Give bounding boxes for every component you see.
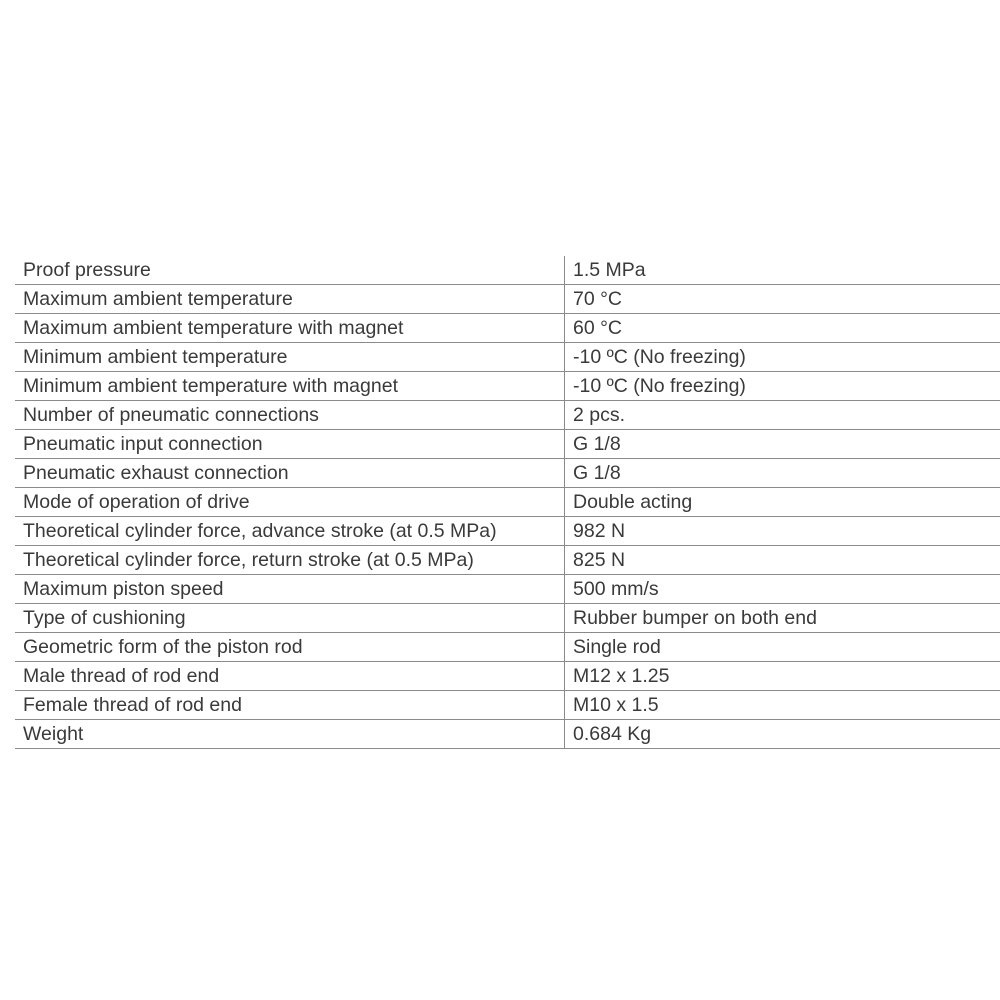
spec-row [15,662,1000,691]
spec-table [15,256,1000,749]
spec-label: Weight [15,720,565,749]
spec-row [15,372,1000,401]
spec-value: -10 ºC (No freezing) [565,372,1000,401]
spec-row [15,517,1000,546]
spec-value: 500 mm/s [565,575,1000,604]
spec-value: 982 N [565,517,1000,546]
spec-row [15,546,1000,575]
spec-row [15,343,1000,372]
spec-label: Pneumatic exhaust connection [15,459,565,488]
spec-row [15,488,1000,517]
spec-label: Number of pneumatic connections [15,401,565,430]
spec-value: 0.684 Kg [565,720,1000,749]
spec-row [15,633,1000,662]
spec-label: Geometric form of the piston rod [15,633,565,662]
spec-label: Minimum ambient temperature [15,343,565,372]
spec-label: Male thread of rod end [15,662,565,691]
spec-label: Maximum piston speed [15,575,565,604]
spec-value: -10 ºC (No freezing) [565,343,1000,372]
spec-label: Mode of operation of drive [15,488,565,517]
spec-row [15,285,1000,314]
spec-label: Theoretical cylinder force, advance stroke (at 0.5 MPa) [15,517,565,546]
spec-row [15,256,1000,285]
spec-value: Rubber bumper on both end [565,604,1000,633]
spec-label: Maximum ambient temperature with magnet [15,314,565,343]
spec-value: 70 °C [565,285,1000,314]
spec-row [15,459,1000,488]
spec-label: Maximum ambient temperature [15,285,565,314]
spec-value: G 1/8 [565,430,1000,459]
spec-row [15,604,1000,633]
spec-label: Type of cushioning [15,604,565,633]
spec-label: Female thread of rod end [15,691,565,720]
spec-value: Single rod [565,633,1000,662]
spec-row [15,430,1000,459]
spec-row [15,401,1000,430]
spec-value: 60 °C [565,314,1000,343]
spec-label: Minimum ambient temperature with magnet [15,372,565,401]
spec-label: Pneumatic input connection [15,430,565,459]
spec-label: Proof pressure [15,256,565,285]
spec-value: G 1/8 [565,459,1000,488]
spec-value: M10 x 1.5 [565,691,1000,720]
spec-row [15,691,1000,720]
spec-value: Double acting [565,488,1000,517]
spec-label: Theoretical cylinder force, return stroke (at 0.5 MPa) [15,546,565,575]
spec-row [15,575,1000,604]
spec-table-body [15,256,1000,749]
spec-value: 825 N [565,546,1000,575]
spec-row [15,720,1000,749]
spec-value: 2 pcs. [565,401,1000,430]
spec-row [15,314,1000,343]
spec-value: M12 x 1.25 [565,662,1000,691]
spec-value: 1.5 MPa [565,256,1000,285]
